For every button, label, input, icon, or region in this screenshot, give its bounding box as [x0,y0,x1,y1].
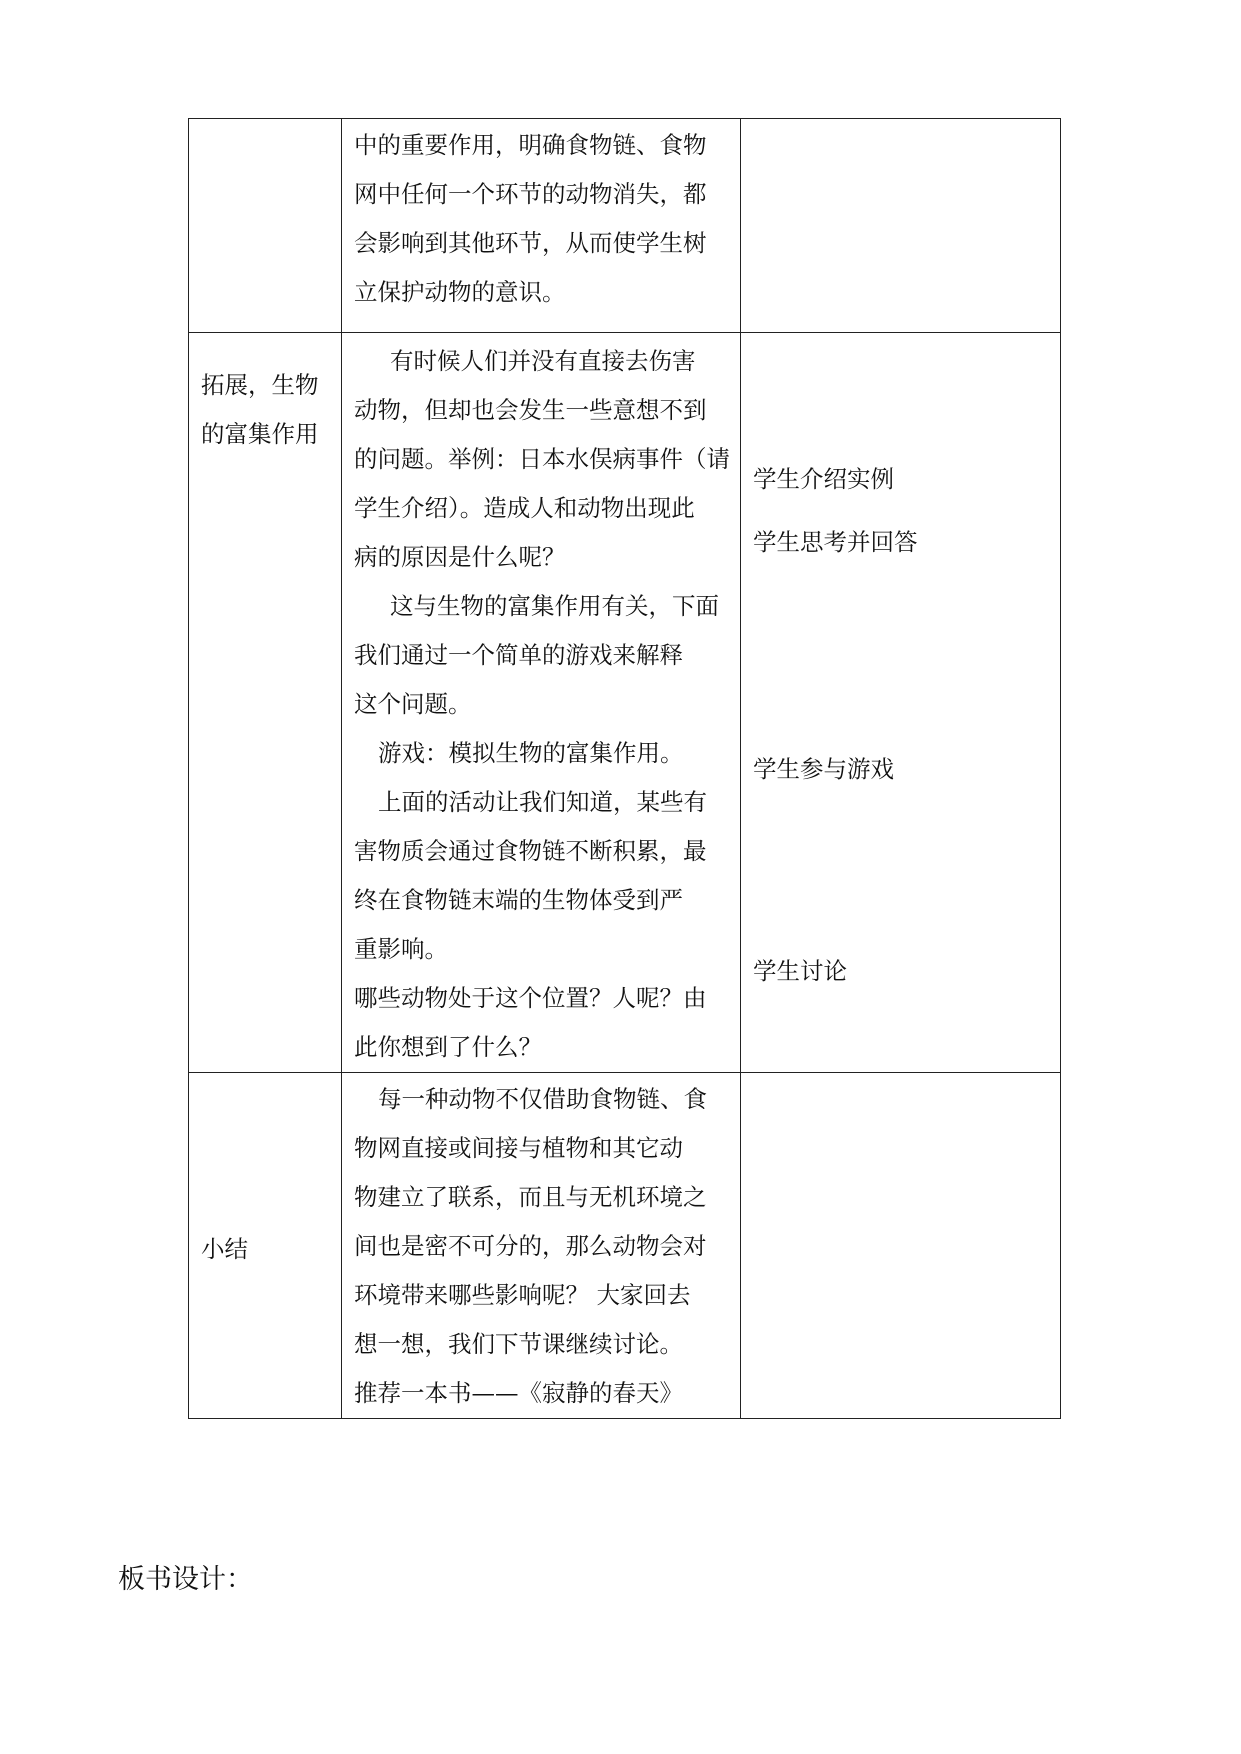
student-note: 学生介绍实例 [753,465,894,493]
text-line: 学生介绍）。造成人和动物出现此 [354,494,695,522]
student-activity-cell [741,1073,1061,1419]
table-row [189,333,1061,1073]
teacher-activity-cell [342,333,741,1073]
text-line: 这与生物的富集作用有关，下面 [390,592,719,620]
board-design-heading: 板书设计： [118,1564,253,1595]
text-line: 终在食物链末端的生物体受到严 [354,886,683,914]
text-line: 游戏：模拟生物的富集作用。 [378,739,684,767]
text-line: 会影响到其他环节，从而使学生树 [354,229,707,257]
text-line: 想一想，我们下节课继续讨论。 [354,1330,683,1358]
text-line: 推荐一本书——《寂静的春天》 [354,1379,683,1407]
text-line: 物建立了联系，而且与无机环境之 [354,1183,707,1211]
text-line: 病的原因是什么呢？ [354,543,566,571]
stage-label: 的富集作用 [201,420,319,448]
text-line: 我们通过一个简单的游戏来解释 [354,641,683,669]
student-activity-cell [741,333,1061,1073]
teacher-activity-cell [342,119,741,333]
stage-label: 小结 [201,1235,248,1263]
stage-cell [189,1073,342,1419]
text-line: 每一种动物不仅借助食物链、食 [378,1085,707,1113]
lesson-plan-table [188,118,1061,1419]
student-activity-cell [741,119,1061,333]
table-row [189,119,1061,333]
text-line: 立保护动物的意识。 [354,278,566,306]
text-line: 网中任何一个环节的动物消失，都 [354,180,707,208]
stage-label: 拓展，生物 [201,371,319,399]
text-line: 害物质会通过食物链不断积累，最 [354,837,707,865]
student-note: 学生思考并回答 [753,528,918,556]
text-line: 中的重要作用，明确食物链、食物 [354,131,707,159]
text-line: 上面的活动让我们知道，某些有 [378,788,707,816]
stage-cell [189,119,342,333]
text-line: 动物，但却也会发生一些意想不到 [354,396,707,424]
text-line: 间也是密不可分的，那么动物会对 [354,1232,707,1260]
stage-cell [189,333,342,1073]
text-line: 有时候人们并没有直接去伤害 [390,347,696,375]
student-note: 学生参与游戏 [753,755,894,783]
text-line: 的问题。举例：日本水俣病事件（请 [354,445,730,473]
table-row [189,1073,1061,1419]
text-line: 环境带来哪些影响呢？ 大家回去 [354,1281,691,1309]
text-line: 哪些动物处于这个位置？人呢？由 [354,984,707,1012]
text-line: 物网直接或间接与植物和其它动 [354,1134,683,1162]
student-note: 学生讨论 [753,957,847,985]
text-line: 重影响。 [354,935,448,963]
teacher-activity-cell [342,1073,741,1419]
text-line: 此你想到了什么？ [354,1033,542,1061]
text-line: 这个问题。 [354,690,472,718]
